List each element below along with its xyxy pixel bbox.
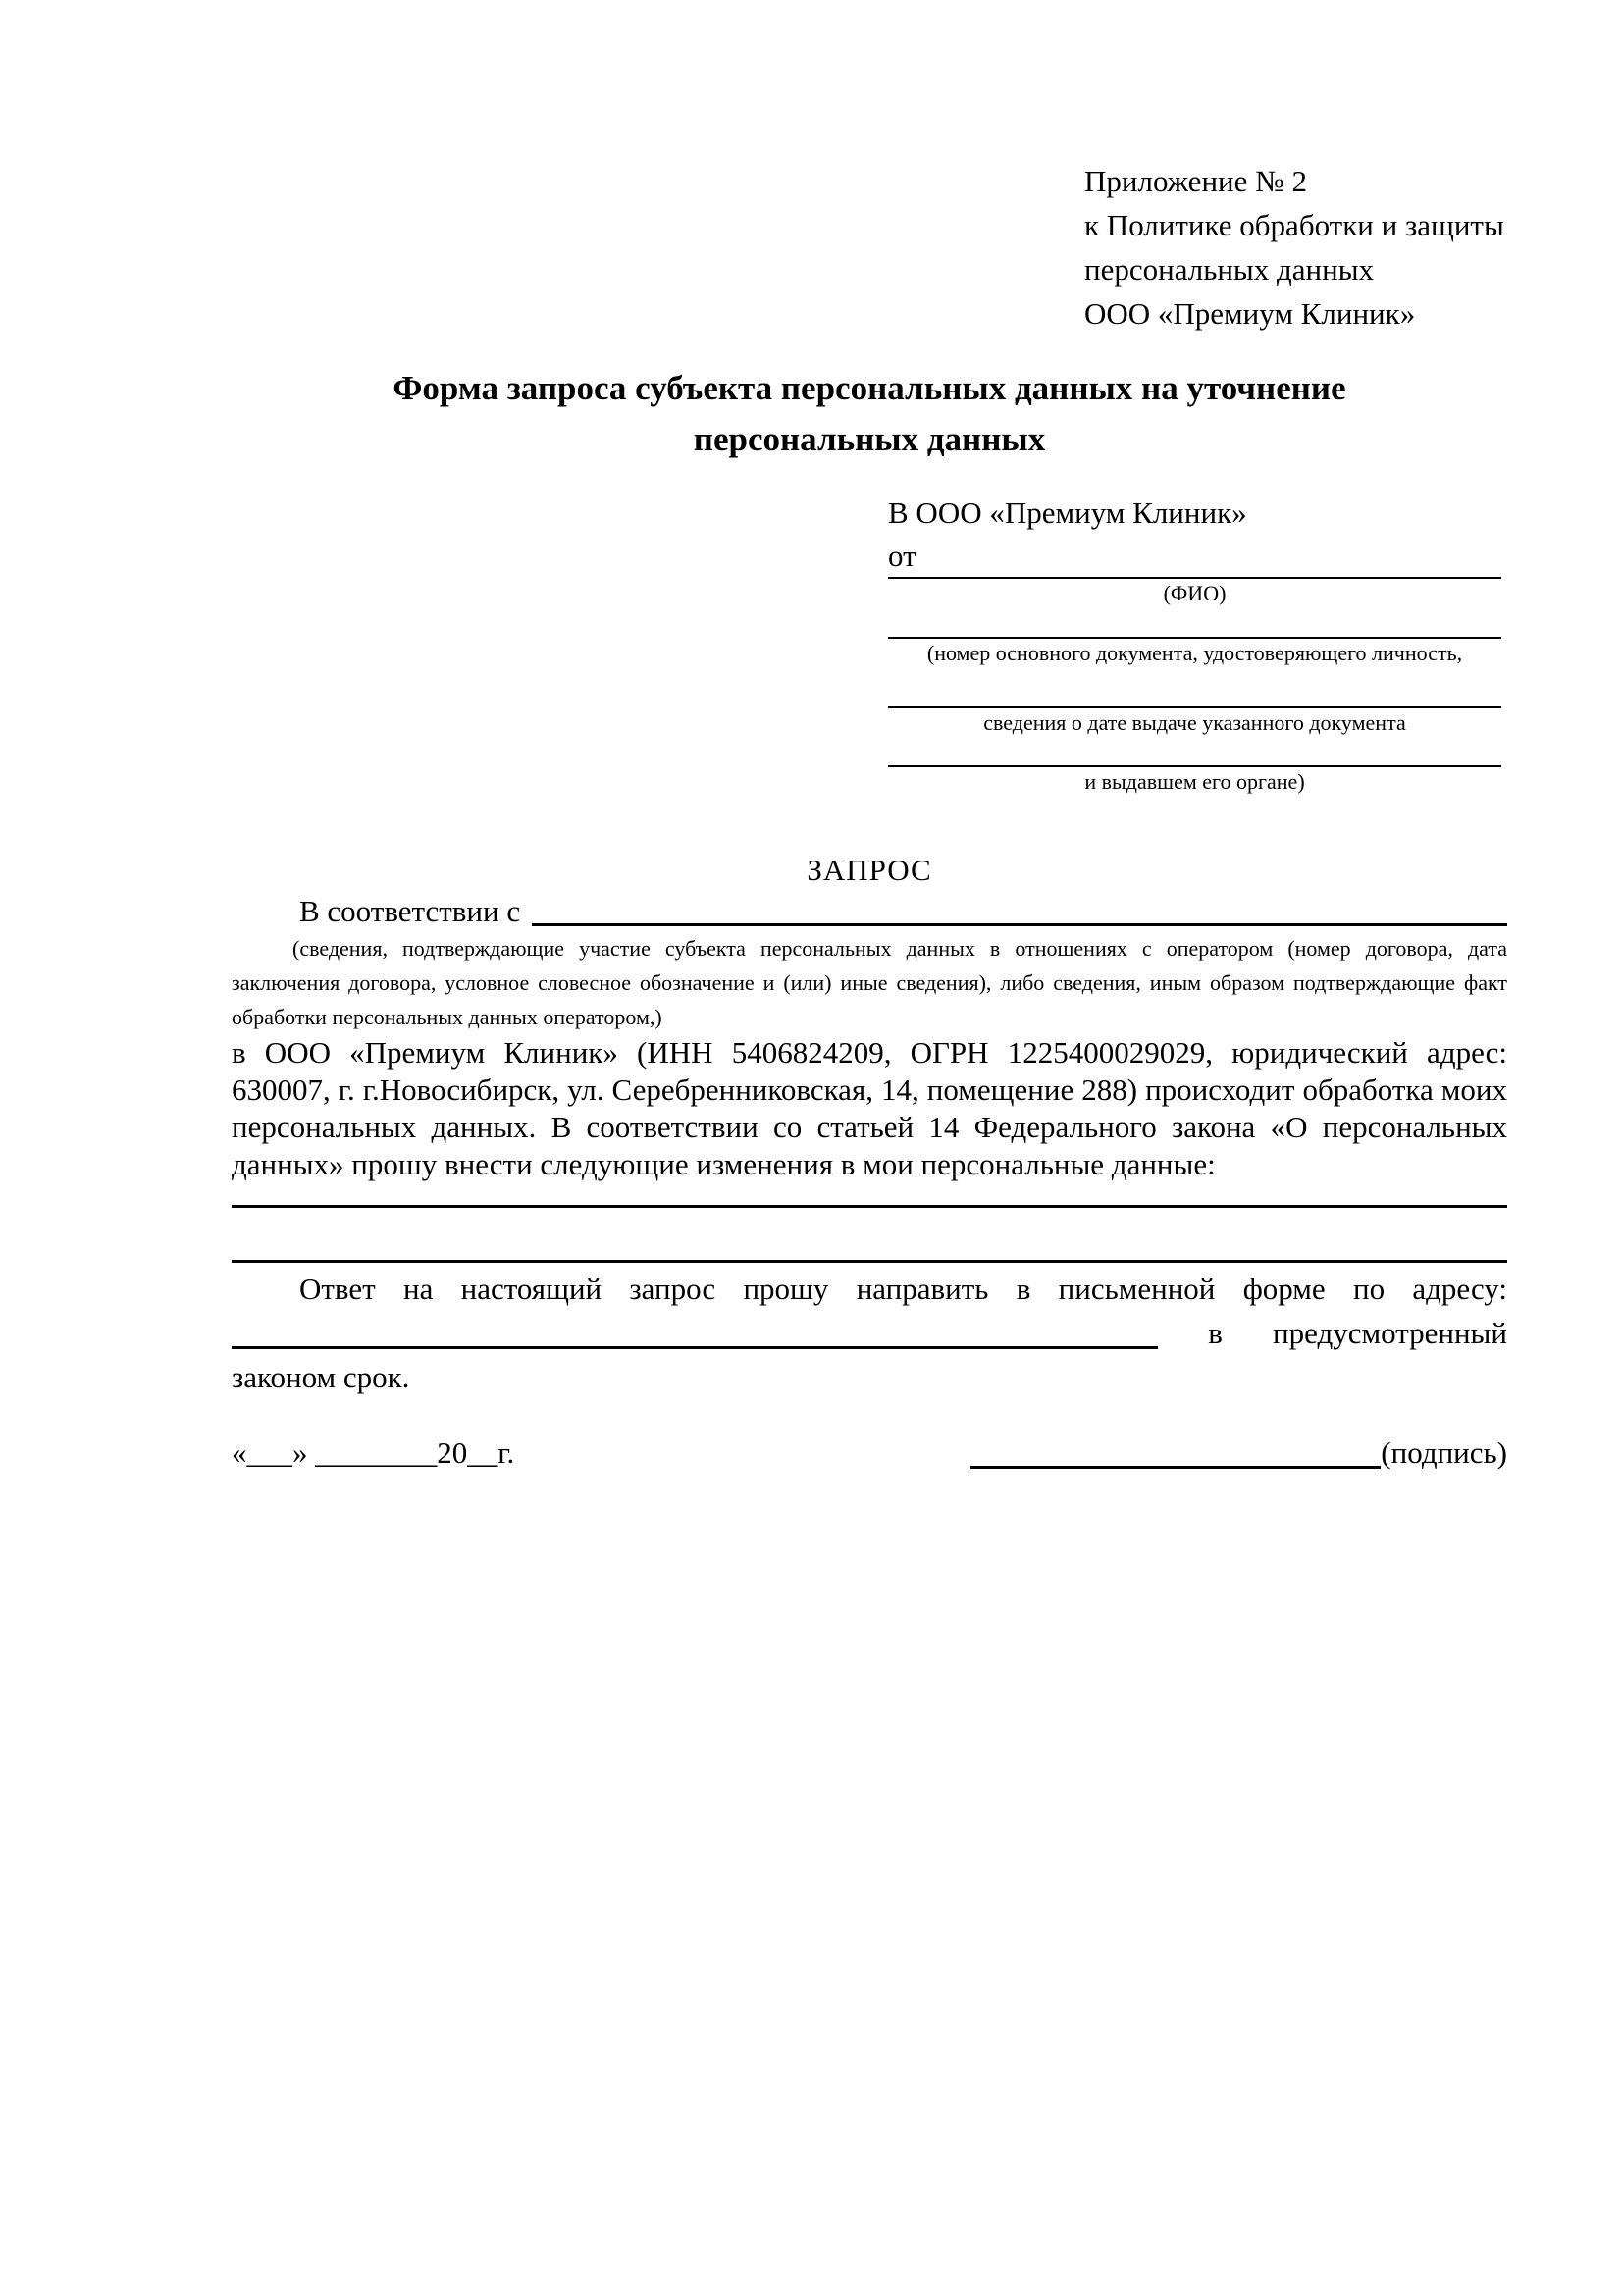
- signature-caption: (подпись): [1381, 1435, 1507, 1470]
- reply-paragraph-line: Ответ на настоящий запрос прошу направить в письменной форме по адресу:: [299, 1272, 1507, 1306]
- basis-blank-line: [532, 923, 1507, 926]
- changes-blank-line-2: [232, 1260, 1507, 1263]
- caption-fio: (ФИО): [1163, 581, 1227, 605]
- reply-word-v: в: [1208, 1316, 1223, 1350]
- addressee-block: [888, 491, 1501, 797]
- basis-line-row: [232, 892, 1507, 931]
- header-line-policy: к Политике обработки и защиты: [1084, 208, 1504, 242]
- document-title: Форма запроса субъекта персональных данных на уточнение персональных данных: [393, 369, 1346, 458]
- addressee-from: от: [888, 539, 916, 573]
- signature-blank-line: [970, 1466, 1381, 1469]
- reply-closing-line: законом срок.: [232, 1360, 410, 1394]
- date-line: «___» ________20__г.: [232, 1435, 515, 1470]
- reply-word-predusmotrenny: предусмотренный: [1273, 1316, 1507, 1350]
- basis-prefix: В соответствии с: [299, 894, 521, 928]
- header-line-company: ООО «Премиум Клиник»: [1084, 296, 1416, 331]
- caption-doc-number: (номер основного документа, удостоверяющего личность,: [926, 641, 1463, 665]
- basis-footnote: (сведения, подтверждающие участие субъекта персональных данных в отношениях с оператором (номер договора, дата заключения договора, условное словесное обозначение и (или) иные сведения), либо сведения, иным образом подтверждающие факт обработки персональных данных оператором,): [232, 936, 1507, 1029]
- body-paragraph: в ООО «Премиум Клиник» (ИНН 5406824209, ОГРН 1225400029029, юридический адрес: 630007, г. г.Новосибирск, ул. Серебренниковская, 14, помещение 288) происходит обработка моих персональных данных. В соответствии со статьей 14 Федерального закона «О персональных данных» прошу внести следующие изменения в мои персональные данные:: [232, 1035, 1507, 1181]
- reply-address-row: [232, 1311, 1507, 1355]
- caption-issuing-authority: и выдавшем его органе): [1084, 769, 1305, 794]
- date-signature-row: [232, 1431, 1507, 1475]
- request-heading: ЗАПРОС: [807, 853, 932, 887]
- header-line-personal-data: персональных данных: [1084, 252, 1375, 287]
- header-block: [1084, 159, 1507, 336]
- reply-address-blank-line: [232, 1346, 1158, 1349]
- changes-blank-line-1: [232, 1205, 1507, 1208]
- addressee-to: В ООО «Премиум Клиник»: [888, 496, 1247, 530]
- header-line-appendix: Приложение № 2: [1084, 164, 1307, 198]
- caption-issue-date: сведения о дате выдаче указанного документа: [983, 710, 1406, 735]
